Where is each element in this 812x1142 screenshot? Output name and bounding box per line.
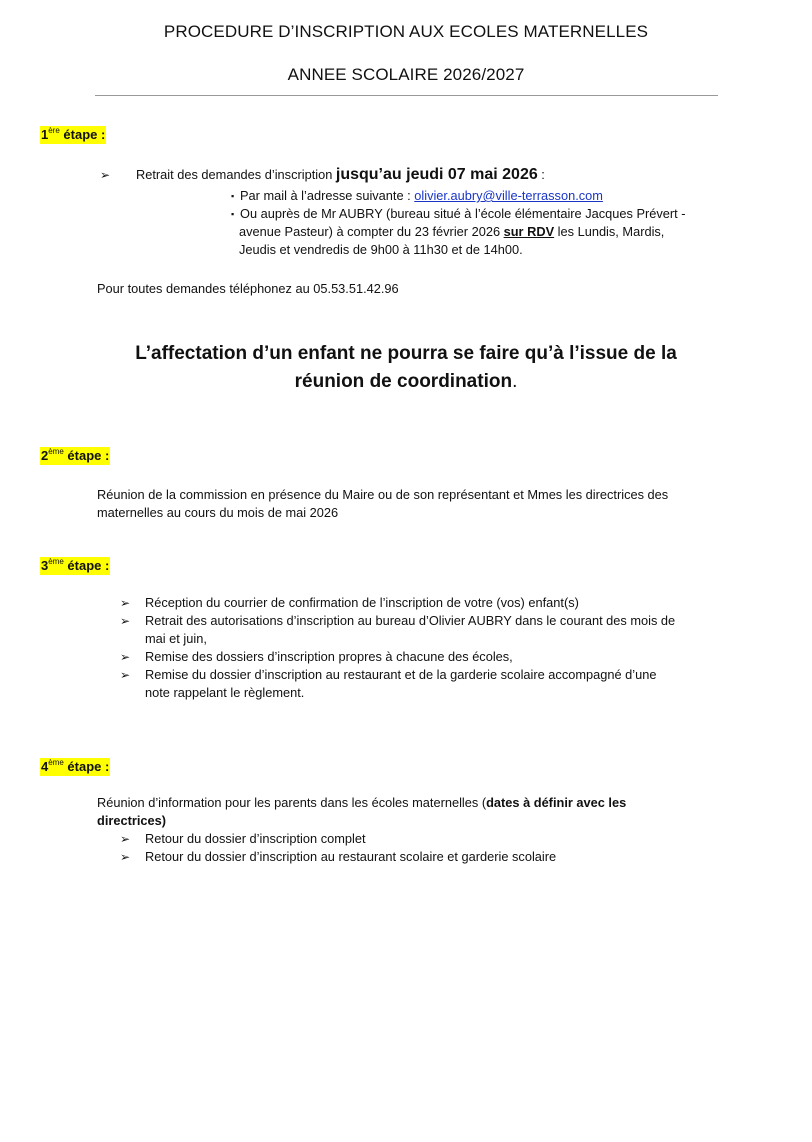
step-1-highlight: 1ère étape : [41, 126, 106, 143]
step-1-heading [40, 127, 106, 142]
list-item: ➢ Réception du courrier de confirmation de l’inscription de votre (vos) enfant(s) [120, 595, 579, 610]
list-item: ➢ Remise des dossiers d’inscription propres à chacune des écoles, [120, 649, 513, 664]
appointment-required: sur RDV [503, 224, 555, 239]
list-item: ➢ Remise du dossier d’inscription au restaurant et de la garderie scolaire accompagné d’une note rappelant le règlement. [120, 667, 657, 700]
phone-contact: Pour toutes demandes téléphonez au 05.53.51.42.96 [97, 281, 399, 296]
step-4-heading: 4ème étape : [41, 758, 110, 775]
school-year-title: ANNEE SCOLAIRE 2026/2027 [287, 65, 525, 84]
step-3-list [120, 594, 740, 702]
arrow-bullet-icon: ➢ [120, 850, 131, 864]
square-bullet-icon: ▪ [231, 191, 235, 201]
arrow-bullet-icon: ➢ [120, 650, 131, 664]
step-4-list [120, 830, 740, 866]
header-divider [95, 95, 718, 96]
list-item: ➢ Retour du dossier d’inscription complet [120, 831, 366, 846]
arrow-bullet-icon: ➢ [120, 668, 131, 682]
list-item: ➢ Retrait des autorisations d’inscription au bureau d’Olivier AUBRY dans le courant des mois de mai et juin, [120, 613, 676, 646]
email-link[interactable]: olivier.aubry@ville-terrasson.com [414, 188, 603, 203]
deadline: jusqu’au jeudi 07 mai 2026 [335, 166, 538, 183]
step-1-sub-email: ▪ Par mail à l’adresse suivante : olivier.aubry@ville-terrasson.com [231, 188, 603, 203]
step-4-intro: Réunion d’information pour les parents dans les écoles maternelles (dates à définir avec les directrices) [97, 795, 627, 828]
step-2-text: Réunion de la commission en présence du Maire ou de son représentant et Mmes les directrices des maternelles au cours du mois de mai 2026 [97, 487, 669, 520]
arrow-bullet-icon: ➢ [120, 614, 131, 628]
step-3-heading: 3ème étape : [41, 557, 110, 574]
arrow-bullet-icon: ➢ [120, 832, 131, 846]
assignment-notice: L’affectation d’un enfant ne pourra se faire qu’à l’issue de la réunion de coordination. [135, 343, 677, 392]
document-title: PROCEDURE D’INSCRIPTION AUX ECOLES MATERNELLES [163, 22, 649, 41]
list-item: ➢ Retour du dossier d’inscription au restaurant scolaire et garderie scolaire [120, 849, 557, 864]
step-1-bullet: ➢ Retrait des demandes d’inscription jusqu’au jeudi 07 mai 2026 : [100, 166, 545, 183]
square-bullet-icon: ▪ [231, 209, 235, 219]
step-2-heading: 2ème étape : [41, 447, 110, 464]
arrow-bullet-icon: ➢ [100, 168, 111, 182]
arrow-bullet-icon: ➢ [120, 596, 131, 610]
step-1-sub-office: ▪ Ou auprès de Mr AUBRY (bureau situé à l’école élémentaire Jacques Prévert - avenue Pasteur) à compter du 23 février 2026 sur RDV les Lundis, Mardis, Jeudis et vendredis de 9h00 à 11h30 et de 14h00. [231, 206, 686, 257]
